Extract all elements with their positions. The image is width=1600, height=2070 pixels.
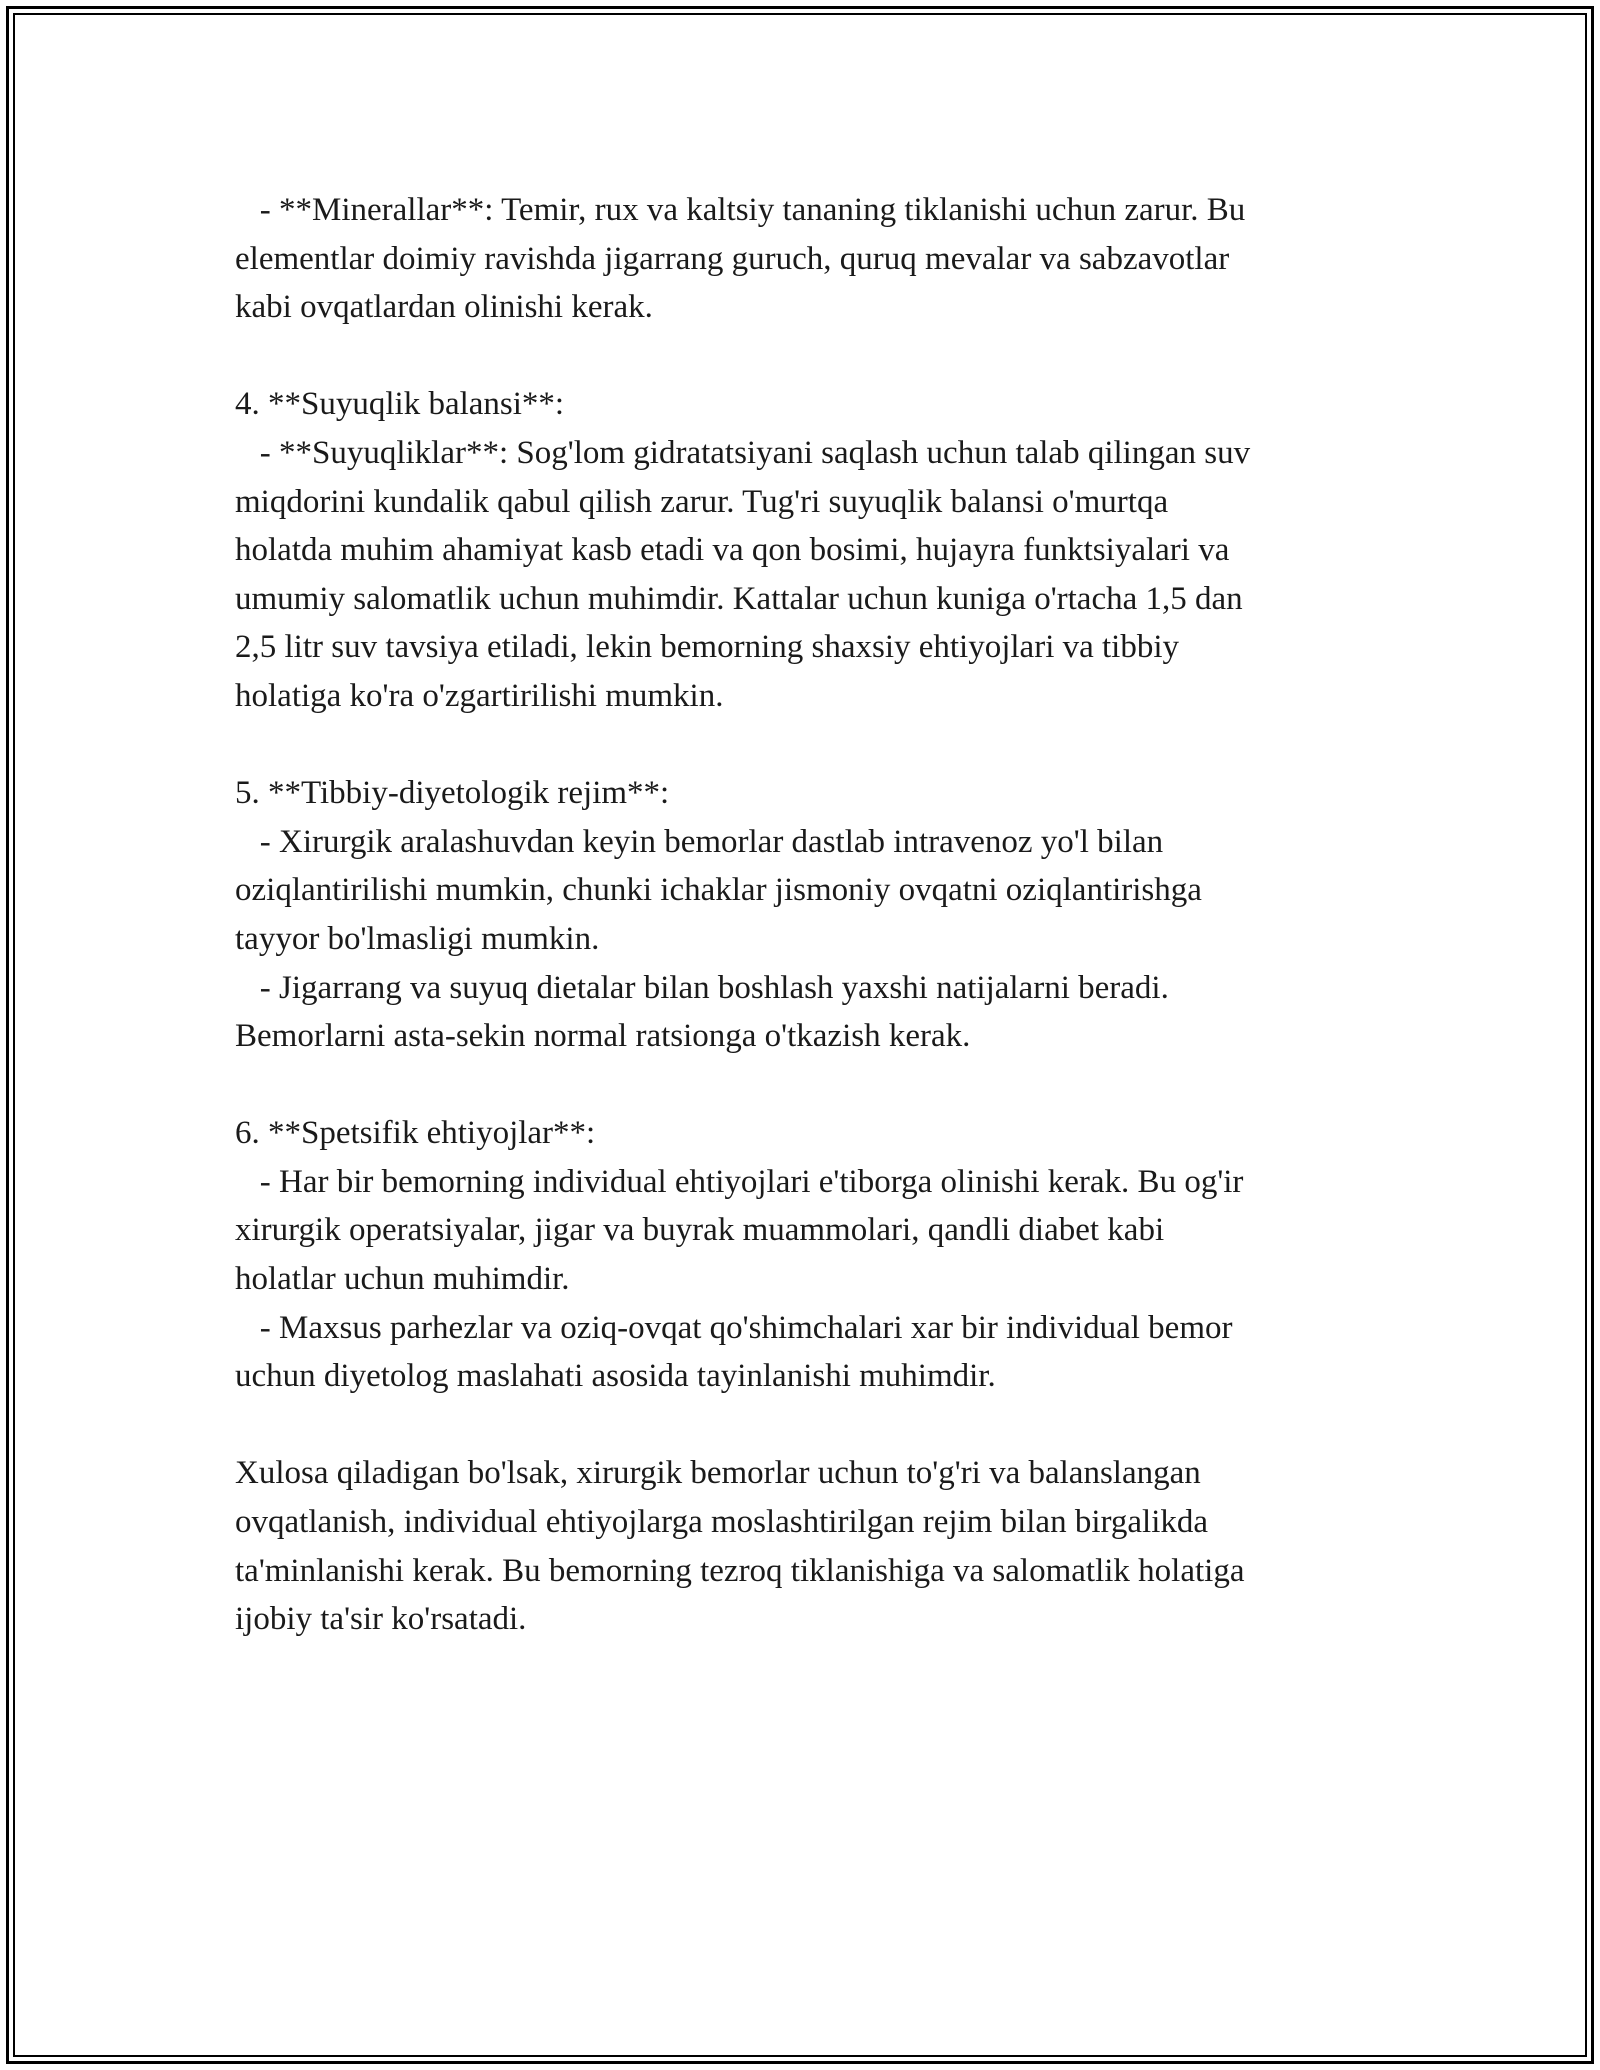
text-line: umumiy salomatlik uchun muhimdir. Kattalar uchun kuniga o'rtacha 1,5 dan xyxy=(235,580,1243,617)
paragraph-specific-needs xyxy=(235,1109,1385,1401)
text-line: elementlar doimiy ravishda jigarrang guruch, quruq mevalar va sabzavotlar xyxy=(235,240,1230,277)
text-line: ta'minlanishi kerak. Bu bemorning tezroq tiklanishiga va salomatlik holatiga xyxy=(235,1552,1245,1589)
text-line: xirurgik operatsiyalar, jigar va buyrak muammolari, qandli diabet kabi xyxy=(235,1212,1165,1249)
text-line: tayyor bo'lmasligi mumkin. xyxy=(235,920,600,957)
section-heading: 6. **Spetsifik ehtiyojlar**: xyxy=(235,1115,596,1152)
text-line: 2,5 litr suv tavsiya etiladi, lekin bemorning shaxsiy ehtiyojlari va tibbiy xyxy=(235,629,1180,666)
text-line: - Xirurgik aralashuvdan keyin bemorlar dastlab intravenoz yo'l bilan xyxy=(235,823,1164,860)
text-line: uchun diyetolog maslahati asosida tayinlanishi muhimdir. xyxy=(235,1358,996,1395)
document-body xyxy=(235,186,1385,1644)
text-line: Xulosa qiladigan bo'lsak, xirurgik bemorlar uchun to'g'ri va balanslangan xyxy=(235,1455,1201,1492)
text-line: ovqatlanish, individual ehtiyojlarga moslashtirilgan rejim bilan birgalikda xyxy=(235,1504,1209,1541)
text-line: - **Suyuqliklar**: Sog'lom gidratatsiyani saqlash uchun talab qilingan suv xyxy=(235,434,1251,471)
text-line: holatlar uchun muhimdir. xyxy=(235,1261,570,1298)
text-line: - Maxsus parhezlar va oziq-ovqat qo'shimchalari xar bir individual bemor xyxy=(235,1309,1233,1346)
text-line: ijobiy ta'sir ko'rsatadi. xyxy=(235,1601,527,1638)
text-line: Bemorlarni asta-sekin normal ratsionga o'tkazish kerak. xyxy=(235,1018,971,1055)
text-line: holatiga ko'ra o'zgartirilishi mumkin. xyxy=(235,677,724,714)
paragraph-minerals xyxy=(235,186,1385,332)
paragraph-fluid-balance xyxy=(235,380,1385,720)
section-heading: 5. **Tibbiy-diyetologik rejim**: xyxy=(235,775,670,812)
paragraph-medical-diet-regime xyxy=(235,769,1385,1061)
text-line: holatda muhim ahamiyat kasb etadi va qon bosimi, hujayra funktsiyalari va xyxy=(235,532,1230,569)
text-line: - **Minerallar**: Temir, rux va kaltsiy tananing tiklanishi uchun zarur. Bu xyxy=(235,192,1246,228)
text-line: - Jigarrang va suyuq dietalar bilan boshlash yaxshi natijalarni beradi. xyxy=(235,969,1169,1006)
text-line: - Har bir bemorning individual ehtiyojlari e'tiborga olinishi kerak. Bu og'ir xyxy=(235,1163,1244,1200)
text-line: kabi ovqatlardan olinishi kerak. xyxy=(235,289,653,326)
text-line: miqdorini kundalik qabul qilish zarur. Tug'ri suyuqlik balansi o'murtqa xyxy=(235,483,1169,520)
text-line: oziqlantirilishi mumkin, chunki ichaklar jismoniy ovqatni oziqlantirishga xyxy=(235,872,1202,909)
section-heading: 4. **Suyuqlik balansi**: xyxy=(235,386,565,423)
paragraph-conclusion xyxy=(235,1449,1385,1643)
